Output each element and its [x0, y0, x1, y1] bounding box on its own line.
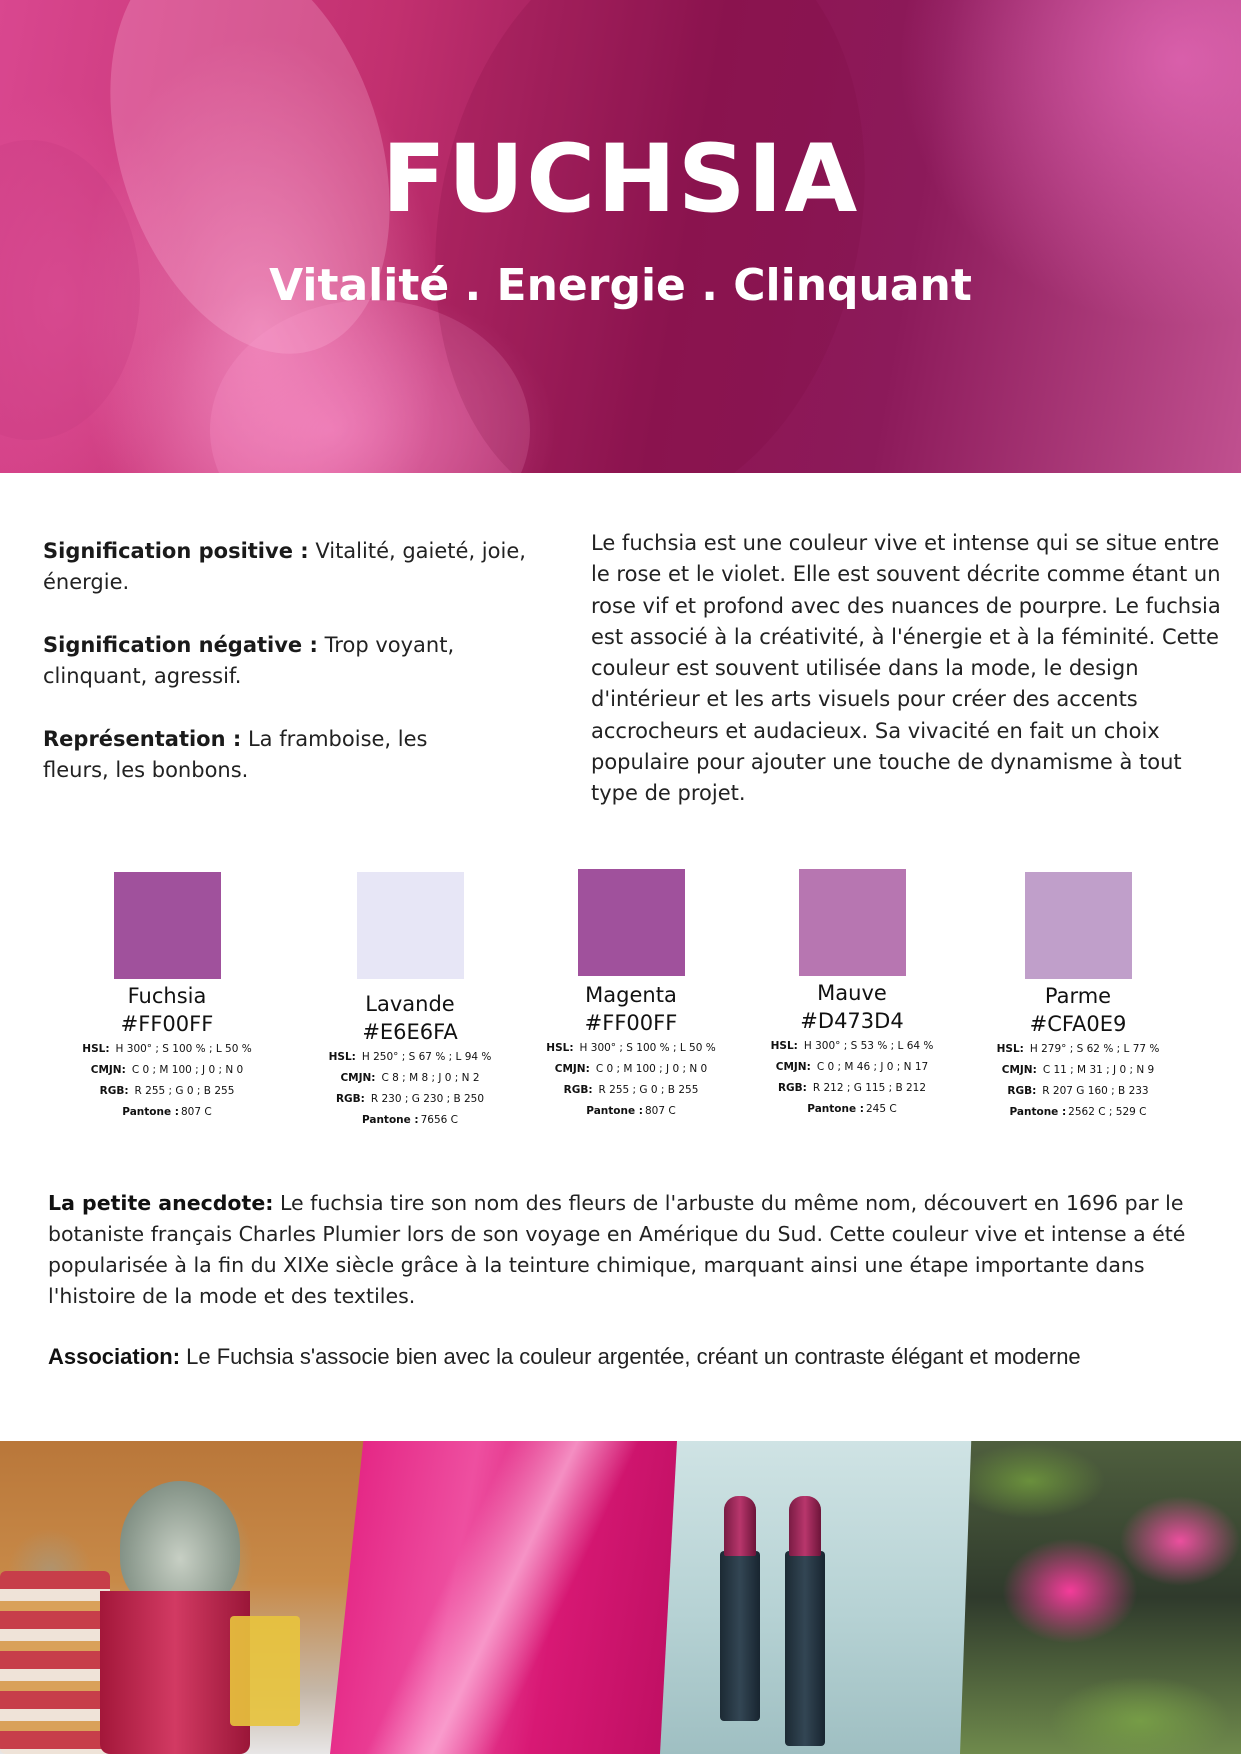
association-label: Association: — [48, 1344, 181, 1369]
swatch-hsl: HSL: H 250° ; S 67 % ; L 94 % — [328, 1051, 492, 1063]
petal-shape — [382, 0, 918, 473]
swatch-card — [741, 869, 963, 1120]
negative-meaning-text: Trop voyant, clinquant, agressif. — [43, 633, 455, 688]
swatch-pantone: Pantone : 7656 C — [361, 1114, 459, 1126]
water-lily-photo — [960, 1441, 1241, 1754]
anecdote-block — [48, 1188, 1208, 1372]
swatch-hex: #CFA0E9 — [1029, 1012, 1127, 1036]
representation-text: La framboise, les fleurs, les bonbons. — [43, 727, 428, 782]
negative-meaning — [43, 630, 563, 692]
swatch-hsl: HSL: H 300° ; S 100 % ; L 50 % — [546, 1042, 716, 1054]
positive-meaning-label: Signification positive : — [43, 539, 309, 563]
hero-banner — [0, 0, 1241, 473]
anecdote-text: Le fuchsia tire son nom des fleurs de l'arbuste du même nom, découvert en 1696 par le botaniste français Charles Plumier lors de son voyage en Amérique du Sud. Cette couleur vive et intense a été popularisée à la fin du XIXe siècle grâce à la teinture chimique, marquant ainsi une étape importante dans l'histoire de la mode et des textiles. — [48, 1191, 1186, 1308]
swatch-name: Fuchsia — [127, 984, 207, 1008]
swatch-hex: #FF00FF — [120, 1012, 214, 1036]
swatch-card — [520, 869, 742, 1122]
page-title: FUCHSIA — [381, 125, 860, 234]
positive-meaning-text: Vitalité, gaieté, joie, énergie. — [43, 539, 526, 594]
color-swatch — [1025, 872, 1132, 979]
pink-petal-photo — [330, 1441, 700, 1754]
color-swatch — [799, 869, 906, 976]
page-subtitle: Vitalité . Energie . Clinquant — [269, 260, 972, 311]
lipstick — [720, 1551, 760, 1721]
swatch-name: Magenta — [585, 983, 677, 1007]
succulent-photo — [0, 1441, 370, 1754]
swatch-name: Lavande — [365, 992, 455, 1016]
representation-label: Représentation : — [43, 727, 242, 751]
lipstick — [785, 1551, 825, 1746]
swatch-cmjn: CMJN: C 0 ; M 100 ; J 0 ; N 0 — [554, 1063, 708, 1075]
swatch-cmjn: CMJN: C 11 ; M 31 ; J 0 ; N 9 — [1001, 1064, 1155, 1076]
positive-meaning — [43, 536, 563, 598]
association-text: Le Fuchsia s'associe bien avec la couleur argentée, créant un contraste élégant et moderne — [180, 1344, 1081, 1369]
swatch-card — [56, 872, 278, 1123]
yellow-pot — [230, 1616, 300, 1726]
photo-strip — [0, 1441, 1241, 1754]
swatch-card — [967, 872, 1189, 1123]
swatch-hex: #D473D4 — [800, 1009, 904, 1033]
swatch-rgb: RGB: R 207 G 160 ; B 233 — [1007, 1085, 1149, 1097]
anecdote-paragraph — [48, 1188, 1208, 1312]
swatch-name: Mauve — [817, 981, 887, 1005]
swatch-cmjn: CMJN: C 8 ; M 8 ; J 0 ; N 2 — [340, 1072, 480, 1084]
swatch-rgb: RGB: R 230 ; G 230 ; B 250 — [335, 1093, 485, 1105]
swatch-hsl: HSL: H 300° ; S 100 % ; L 50 % — [82, 1043, 252, 1055]
anecdote-label: La petite anecdote: — [48, 1191, 274, 1215]
swatch-rgb: RGB: R 255 ; G 0 ; B 255 — [99, 1085, 235, 1097]
color-swatch — [578, 869, 685, 976]
swatch-hsl: HSL: H 300° ; S 53 % ; L 64 % — [770, 1040, 934, 1052]
striped-pot — [0, 1571, 110, 1754]
swatch-cmjn: CMJN: C 0 ; M 46 ; J 0 ; N 17 — [775, 1061, 929, 1073]
association-paragraph — [48, 1341, 1208, 1372]
swatch-rgb: RGB: R 255 ; G 0 ; B 255 — [563, 1084, 699, 1096]
negative-meaning-label: Signification négative : — [43, 633, 318, 657]
swatch-pantone: Pantone : 807 C — [586, 1105, 676, 1117]
swatch-pantone: Pantone : 807 C — [122, 1106, 212, 1118]
swatch-hex: #FF00FF — [584, 1011, 678, 1035]
swatch-name: Parme — [1044, 984, 1112, 1008]
swatch-rgb: RGB: R 212 ; G 115 ; B 212 — [777, 1082, 927, 1094]
color-swatch — [357, 872, 464, 979]
swatch-card — [299, 872, 521, 1131]
color-swatch — [114, 872, 221, 979]
pink-pot — [100, 1591, 250, 1754]
swatch-hsl: HSL: H 279° ; S 62 % ; L 77 % — [996, 1043, 1160, 1055]
meanings-block — [43, 536, 563, 818]
color-description: Le fuchsia est une couleur vive et intense qui se situe entre le rose et le violet. Elle est souvent décrite comme étant un rose vif et profond avec des nuances de pourpre. Le fuchsia est associé à la créativité, à l'énergie et à la féminité. Cette couleur est souvent utilisée dans la mode, le design d'intérieur et les arts visuels pour créer des accents accrocheurs et audacieux. Sa vivacité en fait un choix populaire pour ajouter une touche de dynamisme à tout type de projet. — [591, 531, 1221, 806]
swatch-pantone: Pantone : 245 C — [807, 1103, 897, 1115]
swatch-hex: #E6E6FA — [362, 1020, 458, 1044]
swatch-cmjn: CMJN: C 0 ; M 100 ; J 0 ; N 0 — [90, 1064, 244, 1076]
lipsticks-photo — [660, 1441, 1000, 1754]
swatch-pantone: Pantone : 2562 C ; 529 C — [1009, 1106, 1147, 1118]
representation — [43, 724, 483, 786]
